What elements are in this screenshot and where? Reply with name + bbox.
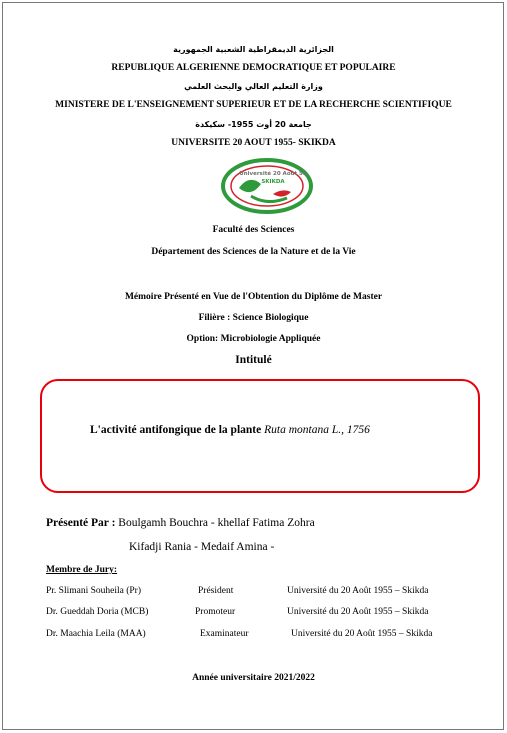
jury-member-institution: Université du 20 Août 1955 – Skikda xyxy=(287,607,429,617)
header-arabic-ministry: وزارة التعليم العالي والبحث العلمي xyxy=(184,82,323,91)
header-university: UNIVERSITE 20 AOUT 1955- SKIKDA xyxy=(171,138,336,148)
jury-member-institution: Université du 20 Août 1955 – Skikda xyxy=(291,629,433,639)
jury-member-name: Pr. Slimani Souheila (Pr) xyxy=(46,586,141,596)
jury-member-role: Examinateur xyxy=(200,629,249,639)
header-ministry: MINISTERE DE L'ENSEIGNEMENT SUPERIEUR ET DE LA RECHERCHE SCIENTIFIQUE xyxy=(55,100,452,110)
presented-by-label: Présenté Par : xyxy=(46,517,119,529)
authors-line-1: Boulgamh Bouchra - khellaf Fatima Zohra xyxy=(118,517,315,529)
jury-member-role: Président xyxy=(198,586,234,596)
thesis-title-box xyxy=(40,379,480,493)
logo-ring-text: Université 20 Août 55 xyxy=(239,171,307,177)
jury-member-role: Promoteur xyxy=(195,607,236,617)
academic-year: Année universitaire 2021/2022 xyxy=(192,673,315,683)
header-arabic-republic: الجزائرية الديمقراطية الشعبية الجمهورية xyxy=(173,45,334,54)
jury-member-name: Dr. Maachia Leila (MAA) xyxy=(46,629,146,639)
thesis-title-main: L'activité antifongique de la plante xyxy=(90,424,265,436)
presented-by-line-1 xyxy=(46,517,315,529)
memoire-line: Mémoire Présenté en Vue de l'Obtention du Diplôme de Master xyxy=(124,292,383,302)
thesis-title-species: Ruta montana L., 1756 xyxy=(264,424,370,436)
faculty-name: Faculté des Sciences xyxy=(212,225,295,235)
authors-line-2: Kifadji Rania - Medaif Amina - xyxy=(129,541,275,553)
filiere: Filière : Science Biologique xyxy=(198,313,309,323)
jury-row xyxy=(0,629,507,643)
option: Option: Microbiologie Appliquée xyxy=(186,334,321,344)
thesis-title xyxy=(90,424,370,436)
jury-row xyxy=(0,586,507,600)
department-name: Département des Sciences de la Nature et de la Vie xyxy=(151,247,356,257)
header-republic: REPUBLIQUE ALGERIENNE DEMOCRATIQUE ET POPULAIRE xyxy=(111,63,396,73)
logo-city: SKIKDA xyxy=(261,179,285,185)
intitule: Intitulé xyxy=(235,354,272,366)
jury-title: Membre de Jury: xyxy=(46,565,118,575)
jury-row xyxy=(0,607,507,621)
university-logo xyxy=(221,158,313,214)
jury-member-name: Dr. Gueddah Doria (MCB) xyxy=(46,607,149,617)
header-arabic-university: جامعة 20 أوت 1955- سكيكدة xyxy=(195,120,312,129)
jury-member-institution: Université du 20 Août 1955 – Skikda xyxy=(287,586,429,596)
